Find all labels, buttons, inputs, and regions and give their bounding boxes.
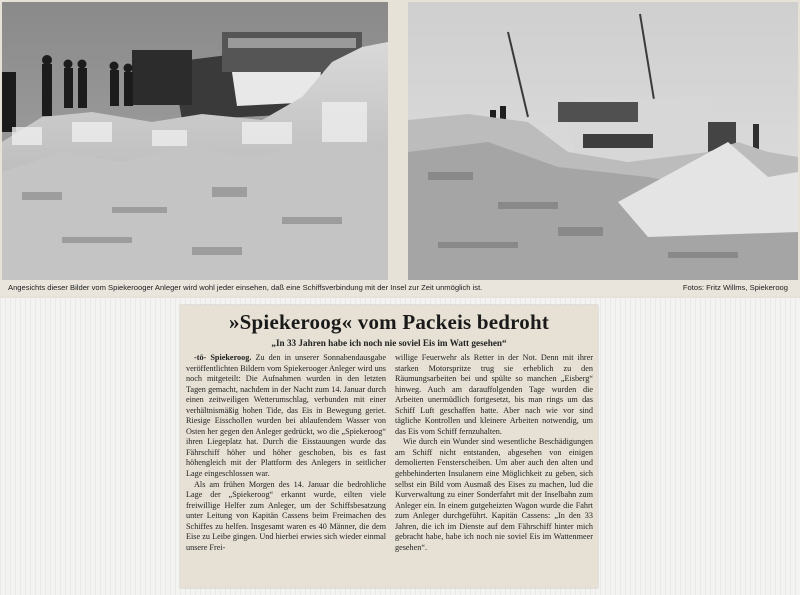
article-paragraph: Wie durch ein Wunder sind wesentliche Beschädigungen am Schiff nicht entstanden, abgesehen von einigen demolierten Fensterscheiben. Um aber auch den alten und gehbehinderten Insulanern eine Möglichkeit zu geben, sich selbst ein Bild vom Ausmaß des Eises zu machen, lud die Kurverwaltung zu einer Sonderfahrt mit der Inselbahn zum Anleger ein. In einem gutgeheizten Wagon wurde die Fahrt zum Anleger durchgeführt. Kapitän Cassens: „In den 33 Jahren, die ich im Dienste auf dem Fährschiff hinter mich gebracht habe, habe ich noch nie soviel Eis im Wattenmeer gesehen“.	[395, 437, 593, 552]
article-paragraph: Als am frühen Morgen des 14. Januar die bedrohliche Lage der „Spiekeroog“ erkannt wurde, eilten viele freiwillige Helfer zum Anleger, um der Schiffsbesatzung unter Leitung von Kapitän Cassens beim Freimachen des Schiffes zu helfen. Insgesamt waren es 40 Männer, die dem Eise zu Leibe gingen. Und hierbei erwies sich wieder einmal unsere Frei-	[186, 479, 386, 552]
photo-ferry-in-ice-left-image	[2, 2, 388, 280]
article-column-right	[395, 353, 593, 553]
article-headline: »Spiekeroog« vom Packeis bedroht	[228, 310, 550, 334]
photo-ferry-in-ice-right-image	[408, 2, 798, 280]
article-clipping	[180, 305, 598, 588]
photo-caption: Angesichts dieser Bilder vom Spiekerooger Anleger wird wohl jeder einsehen, daß eine Schiffsverbindung mit der Insel zur Zeit unmöglich ist.	[8, 283, 483, 292]
article-paragraph: willige Feuerwehr als Retter in der Not. Denn mit ihrer starken Motorspritze trug sie erheblich zu den Räumungsarbeiten bei und spülte so manchen „Eisberg“ hinweg. Auch am darauffolgenden Tage wurden die Arbeiten unermüdlich fortgesetzt, bis man rings um das Schiff Luft geschaffen hatte. Aber nach wie vor sind tägliche Kontrollen und kleinere Arbeiten notwendig, um das Eis vom Schiff fernzuhalten.	[395, 353, 593, 436]
article-byline: -tö- Spiekeroog.	[194, 353, 252, 362]
photo-credit: Fotos: Fritz Willms, Spiekeroog	[682, 283, 788, 292]
photo-ferry-in-ice-right	[408, 2, 798, 280]
article-subheadline: „In 33 Jahren habe ich noch nie soviel Eis im Watt gesehen“	[271, 338, 507, 348]
article-paragraph	[186, 353, 386, 480]
photo-caption-row	[0, 280, 800, 296]
photo-ferry-in-ice-left	[2, 2, 388, 280]
article-column-left	[186, 353, 386, 553]
article-paragraph-text: Zu den in unserer Sonnabendausgabe veröffentlichten Bildern vom Spiekerooger Anleger wird uns noch mitgeteilt: Die Aufnahmen wurden in den letzten Tagen gemacht, nachdem in der Nacht zum 14. Januar durch einen zeitweiligen Wetterumschlag, verbunden mit einer verhältnismäßig hohen Tide, das Eis in Bewegung geriet. Riesige Eisschollen wurden bei ablaufendem Wasser von Osten her gegen den Anleger gedrückt, wo die „Spiekeroog“ ihren Liegeplatz hat. Durch die Eisstauungen wurde das Fährschiff höher und höher geschoben, bis es fast höhengleich mit der Plattform des Anlegers in seitlicher Lage eingeschlossen war.	[186, 353, 386, 479]
